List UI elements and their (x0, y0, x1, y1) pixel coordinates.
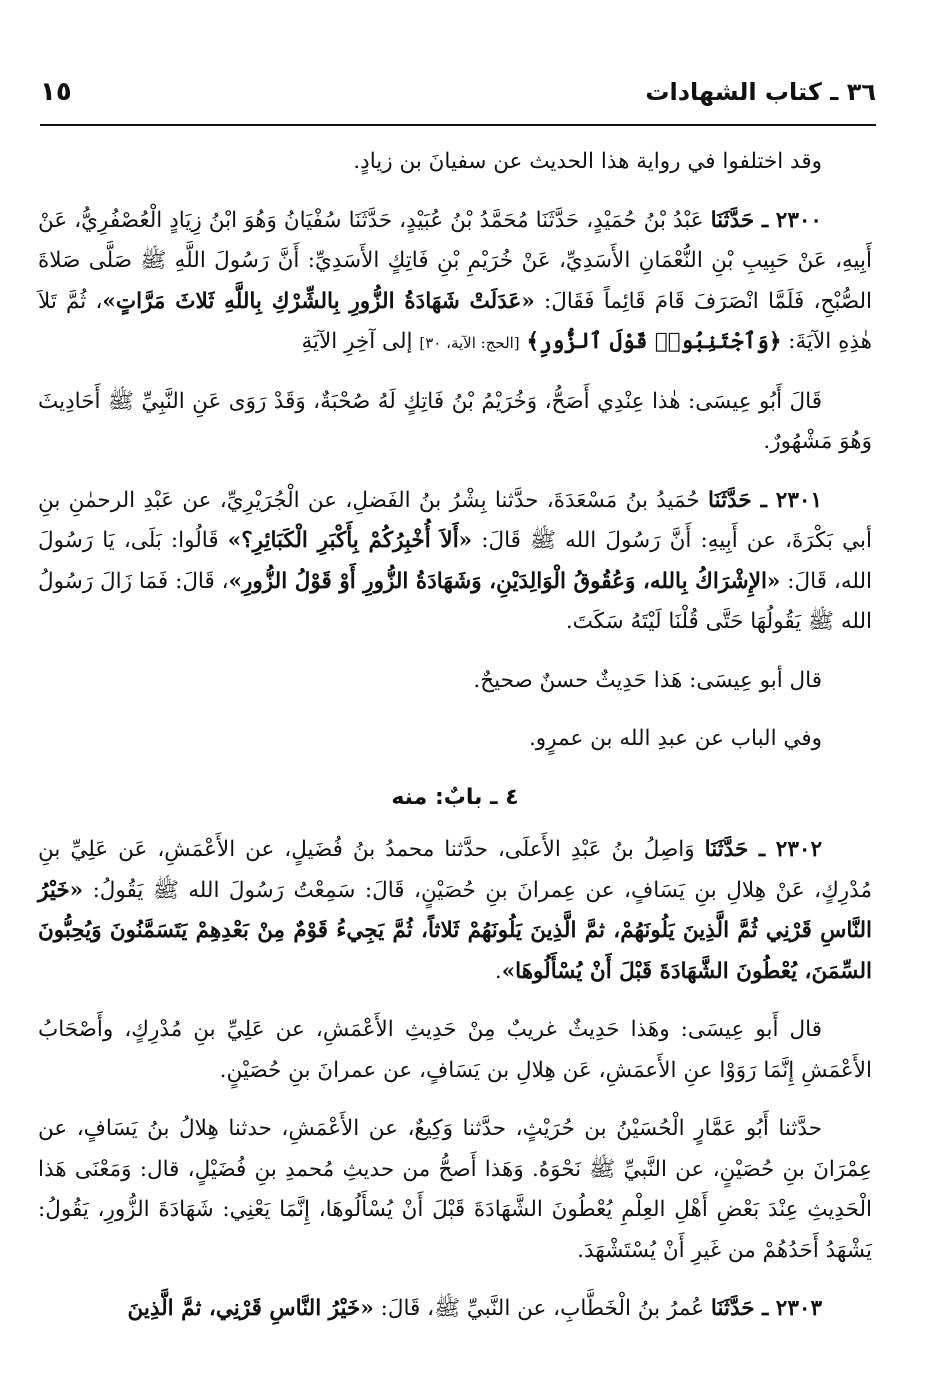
running-title: ٣٦ ـ كتاب الشهادات (645, 78, 876, 106)
page-header (40, 68, 876, 116)
quran-verse: ﴿وَٱجْتَنِبُوا۟ قَوْلَ ٱلزُّورِ﴾ (526, 329, 782, 354)
hadith-number: ٢٣٠١ ـ حَدَّثَنَا (708, 487, 822, 513)
hadith-text: عُمرُ بنُ الْخَطَّابِ، عن النَّبيِّ ﷺ، قَالَ: (380, 1296, 705, 1321)
commentary-2301: قال أبو عِيسَى: هَذا حَدِيثٌ حسنٌ صحيحٌ. (473, 667, 822, 693)
hadith-number: ٢٣٠٢ ـ حَدَّثَنَا (704, 837, 822, 862)
hadith-text: وَاصِلُ بنُ عَبْدِ الأَعلَى، حدَّثنا محمدُ بنُ فُضَيلٍ، عن الأَعْمَشِ، عَن عَلِيِّ بنِ مُدْرِكٍ، عَنْ هِلالِ بنِ يَسَافٍ، عن عِمرانَ بنِ حُصَيْنٍ، قَالَ: سَمِعْتُ رَسُولَ الله ﷺ يَقُولُ: (38, 837, 872, 903)
intro-paragraph: وقد اختلفوا في رواية هذا الحديث عن سفيانَ بن زيادٍ. (353, 149, 822, 174)
hadith-quote: «خَيْرُ النَّاسِ قَرْنِي ثُمَّ الَّذِينَ يَلُونَهُمْ، ثمَّ الَّذِينَ يَلُونَهُمْ ثَلاثاً، ثُمَّ يَجِيءُ قَوْمٌ مِنْ بَعْدِهِمْ يَتَسَمَّنُونَ وَيُحِبُّونَ السِّمَنَ، يُعْطُونَ الشَّهَادَةَ قَبْلَ أَنْ يُسْأَلُوهَا» (38, 877, 872, 984)
hadith-text: ، قَالَ: فَمَا زَالَ رَسُولُ الله ﷺ يَقُولُهَا حَتَّى قُلْنَا لَيْتَهُ سَكَتَ. (38, 568, 872, 634)
hadith-2303 (38, 1289, 872, 1330)
commentary-2301-b: وفي الباب عن عبدِ الله بن عمرٍو. (528, 726, 822, 751)
hadith-text: قَالُوا: بَلَى، يَا رَسُولَ الله، قَالَ: (38, 528, 872, 594)
hadith-text: إلى آخِرِ الآيَةِ (301, 329, 413, 354)
verse-reference: [الحج: الآية، ٣٠] (419, 334, 520, 352)
hadith-2301 (38, 481, 872, 643)
hadith-text: ، ثُمَّ تَلاَ هٰذِهِ الآيَةَ: (38, 288, 872, 354)
hadith-quote: «خَيْرُ النَّاسِ قَرْنِي، ثمَّ الَّذِينَ (127, 1296, 374, 1321)
hadith-quote: «عَدَلَتْ شَهَادَةُ الزُّورِ بِالشِّرْكِ بِاللَّهِ ثَلاثَ مَرَّاتٍ» (102, 288, 535, 314)
header-divider (40, 124, 876, 126)
commentary-2302-b: حدَّثنا أَبُو عَمَّارٍ الْحُسَيْنُ بن حُرَيْثٍ، حدَّثنا وَكِيعٌ، عن الأَعْمَشِ، حدثنا هِلالُ بنُ يَسَافٍ، عن عِمْرَانَ بنِ حُصَيْنٍ، عن النَّبيِّ ﷺ نَحْوَهُ. وَهَذا أَصحُّ من حديثِ مُحمدِ بنِ فُضَيْلٍ، قال: وَمَعْنَى هَذا الْحَدِيثِ عِنْدَ بَعْضِ أَهْلِ العِلْمِ يُعْطُونَ الشَّهَادَةَ قَبْلَ أَنْ يُسْأَلُوهَا، إِنَّمَا يَعْنِي: شَهَادَةَ الزُّورِ، يَقُولُ: يَشْهَدُ أَحَدُهُمْ من غَيرِ أَنْ يُسْتَشْهَدَ. (38, 1116, 872, 1263)
hadith-quote: «أَلاَ أُخْبِرُكُمْ بِأَكْبَرِ الْكَبَائِرِ؟» (227, 528, 473, 553)
hadith-text: . (494, 958, 502, 984)
hadith-2300 (38, 201, 872, 364)
page-number: ١٥ (40, 77, 72, 107)
hadith-text: عَبْدُ بْنُ حُمَيْدٍ، حَدَّثَنَا مُحَمَّدُ بْنُ عُبَيْدٍ، حَدَّثَنَا سُفْيَانُ وَهُوَ ابْنُ زِيَادٍ الْعُصْفُرِيُّ، عَنْ أَبِيهِ، عَنْ حَبِيبِ بْنِ النُّعْمَانِ الأَسَدِيِّ، عَنْ خُرَيْمِ بْنِ فَاتِكٍ الأَسَدِيِّ: أَنَّ رَسُولَ اللَّهِ ﷺ صَلَّى صَلاةَ الصُّبْحِ، فَلَمَّا انْصَرَفَ قَامَ قَائِماً فَقَالَ: (38, 207, 872, 314)
commentary-2302-a: قال أَبو عِيسَى: وهَذا حَدِيثٌ غريبٌ مِنْ حَدِيثِ الأَعْمَشِ، عن عَلِيِّ بنِ مُدْرِكٍ، وأَصْحَابُ الأَعْمَشِ إِنَّمَا رَوَوْا عنِ الأَعمَشِ، عَن هِلالِ بن يَسَافٍ، عن عمرانَ بنِ حُصَيْنٍ. (38, 1017, 872, 1083)
chapter-heading: ٤ ـ بابٌ: منه (391, 784, 519, 810)
hadith-2302 (38, 830, 872, 992)
hadith-number: ٢٣٠٠ ـ حَدَّثَنَا (710, 207, 822, 233)
main-text (38, 142, 872, 1348)
hadith-quote: «الإِشْرَاكُ بِالله، وَعُقُوقُ الْوَالِدَيْنِ، وَشَهَادَةُ الزُّورِ أَوْ قَوْلُ الزُّورِ» (228, 568, 781, 594)
hadith-text: حُمَيدُ بنُ مَسْعَدَةَ، حدَّثنا بِشْرُ بنُ الفَضلِ، عن الْجُرَيْرِيِّ، عن عَبْدِ الرحمٰنِ بنِ أبي بَكْرَةَ، عن أَبِيهِ: أَنَّ رَسُولَ الله ﷺ قَالَ: (38, 487, 872, 553)
hadith-number: ٢٣٠٣ ـ حَدَّثَنَا (710, 1296, 822, 1321)
commentary-2300: قَالَ أَبُو عِيسَى: هٰذا عِنْدِي أَصَحُّ، وَخُرَيْمُ بْنُ فَاتِكٍ لَهُ صُحْبَةٌ، وَقَدْ رَوَى عَنِ النَّبِيِّ ﷺ أَحَادِيثَ وَهُوَ مَشْهُورٌ. (38, 388, 872, 454)
